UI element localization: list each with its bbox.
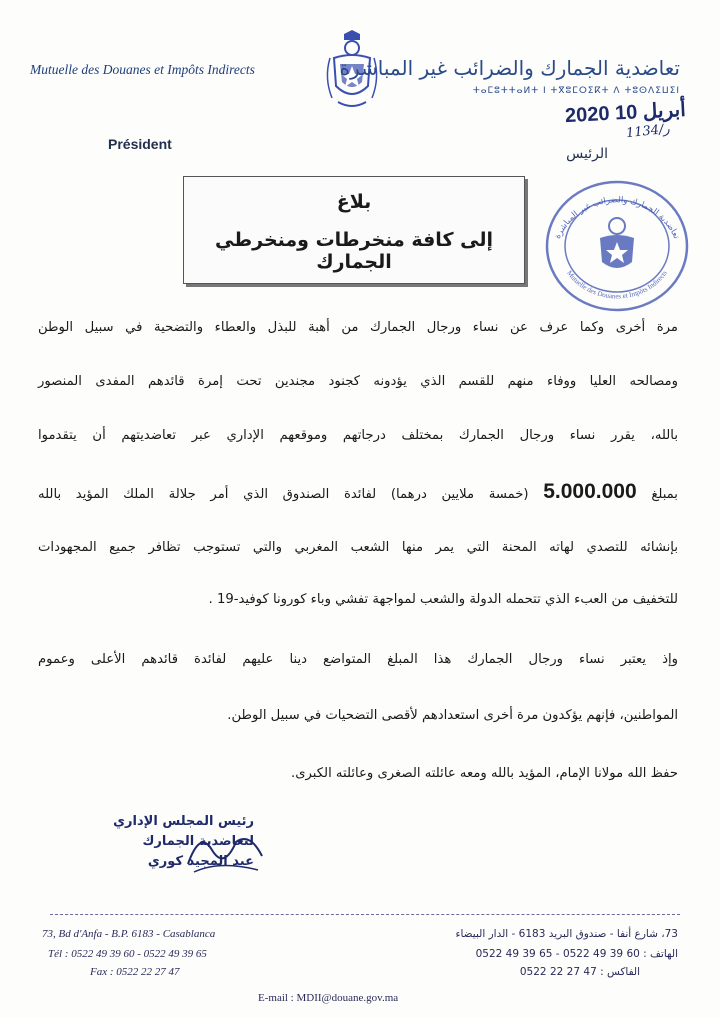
footer-address-ar: 73، شارع أنفا - صندوق البريد 6183 - الدار البيضاء bbox=[455, 928, 678, 940]
amount-prefix: بمبلغ bbox=[651, 487, 678, 502]
official-stamp bbox=[542, 176, 692, 316]
signature-name: عبد المجيد كوري bbox=[147, 854, 254, 869]
donation-amount: 5.000.000 bbox=[543, 480, 637, 503]
org-name-tifinagh: ⵜⴰⵎⵓⵜⵜⴰⵍⵜ ⵏ ⵜⴳⵓⵎⵔⵉⴽⵜ ⴷ ⵜⵓⵙⴷⵉⵡⵉⵏ bbox=[472, 86, 680, 96]
signature-title: رئيس المجلس الإداري bbox=[113, 814, 254, 829]
footer-phone-ar: الهاتف : 60 39 49 0522 - 65 39 49 0522 bbox=[475, 948, 678, 960]
signature-org: لتعاضدية الجمارك bbox=[142, 834, 254, 849]
body-paragraph1-line1: مرة أخرى وكما عرف عن نساء ورجال الجمارك من أهبة للبذل والعطاء والتضحية في سبيل الوطن bbox=[38, 320, 678, 335]
footer-divider bbox=[50, 914, 680, 916]
handwritten-signature-icon bbox=[180, 820, 270, 880]
body-paragraph1-line3: بالله، يقرر نساء ورجال الجمارك بمختلف درجاتهم وموقعهم الإداري عبر تعاضديتهم أن يتقدموا bbox=[38, 428, 678, 443]
body-paragraph2-line2: المواطنين، فإنهم يؤكدون مرة أخرى استعدادهم لأقصى التضحيات في سبيل الوطن. bbox=[227, 708, 678, 723]
stamp-outer-text: تعاضدية الجمارك والضرائب غير المباشرة bbox=[552, 195, 682, 241]
amount-suffix: (خمسة ملايين درهما) لفائدة الصندوق الذي أمر جلالة الملك المؤيد بالله bbox=[38, 487, 529, 502]
announcement-subheading: إلى كافة منخرطات ومنخرطي الجمارك bbox=[215, 229, 493, 273]
stamp-inner-text: Mutuelle des Douanes et Impôts Indirects bbox=[565, 269, 669, 301]
org-name-french: Mutuelle des Douanes et Impôts Indirects bbox=[30, 62, 255, 77]
announcement-title-box bbox=[183, 176, 525, 284]
body-paragraph1-line4 bbox=[38, 480, 678, 504]
handwritten-date: 2020 أبريل 10 bbox=[564, 98, 687, 128]
body-paragraph1-line5: بإنشائه للتصدي لهاته المحنة التي يمر منها الشعب المغربي والتي تستوجب تظافر جميع المجهودات bbox=[38, 540, 678, 555]
announcement-heading: بلاغ bbox=[336, 191, 372, 213]
footer-email[interactable]: E-mail : MDII@douane.gov.ma bbox=[258, 992, 399, 1004]
body-paragraph1-line2: ومصالحه العليا ووفاء منهم للقسم الذي يؤدونه كجنود مجندين تحت إمرة قائدهم المفدى المنصور bbox=[38, 374, 678, 389]
footer-fax-ar: الفاكس : 47 27 22 0522 bbox=[519, 966, 640, 978]
org-name-arabic: تعاضدية الجمارك والضرائب غير المباشرة bbox=[339, 56, 680, 80]
body-paragraph1-line6: للتخفيف من العبء الذي تتحمله الدولة والشعب لمواجهة تفشي وباء كورونا كوفيد-19 . bbox=[208, 592, 678, 607]
handwritten-reference: 1134/ر bbox=[625, 121, 671, 142]
footer-fax-fr: Fax : 0522 22 27 47 bbox=[90, 966, 180, 978]
stamp-crest-icon bbox=[600, 218, 634, 268]
svg-text:Mutuelle des Douanes et Impôts bbox=[565, 269, 669, 300]
president-label-ar: الرئيس bbox=[566, 146, 608, 162]
footer-phone-fr: Tél : 0522 49 39 60 - 0522 49 39 65 bbox=[48, 948, 207, 960]
footer-address-fr: 73, Bd d'Anfa - B.P. 6183 - Casablanca bbox=[42, 928, 216, 940]
president-label-fr: Président bbox=[108, 136, 172, 152]
body-closing-line: حفظ الله مولانا الإمام، المؤيد بالله ومعه عائلته الصغرى وعائلته الكبرى. bbox=[291, 766, 678, 781]
body-paragraph2-line1: وإذ يعتبر نساء ورجال الجمارك هذا المبلغ المتواضع دينا عليهم لفائدة قائدهم الأعلى وعموم bbox=[38, 652, 678, 667]
